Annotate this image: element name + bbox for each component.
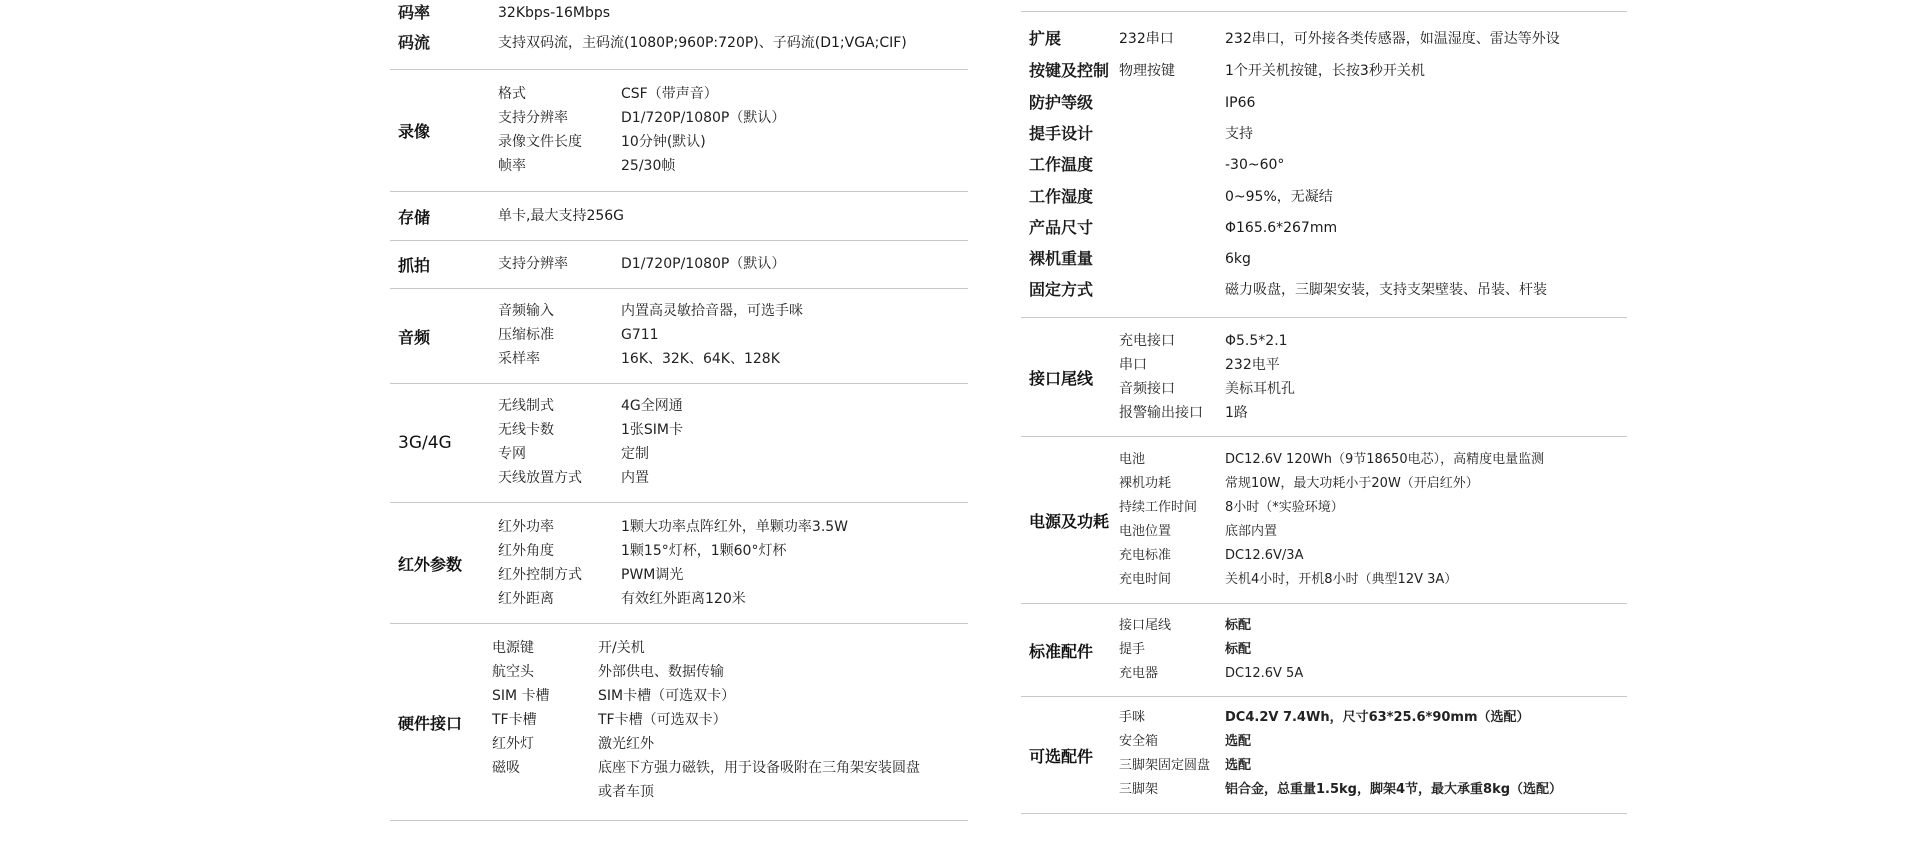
spec-value: 6kg [1225, 251, 1251, 267]
section-standard-accessories: 标准配件 接口尾线 标配 提手 标配 充电器 DC12.6V 5A [1021, 604, 1627, 697]
standard-title: 标准配件 [1029, 641, 1094, 661]
spec-title: 产品尺寸 [1029, 218, 1094, 237]
expand-value: 232串口，可外接各类传感器，如温湿度、雷达等外设 [1225, 31, 1560, 47]
spec-value: 支持 [1225, 126, 1253, 142]
network-title: 3G/4G [398, 433, 452, 453]
infrared-title: 红外参数 [398, 554, 463, 574]
buttons-title: 按键及控制 [1029, 61, 1110, 80]
spec-value: 0~95%，无凝结 [1225, 189, 1333, 205]
capture-title: 抓拍 [398, 256, 431, 275]
section-capture: 抓拍 支持分辨率 D1/720P/1080P（默认） [390, 241, 968, 289]
section-record: 录像 格式 CSF（带声音） 支持分辨率 D1/720P/1080P（默认） 录像文件长度 10分钟(默认) 帧率 25/30帧 [390, 70, 968, 192]
bitrate-title: 码率 [398, 3, 431, 22]
top-divider [1021, 11, 1627, 12]
spec-title: 工作温度 [1029, 155, 1094, 174]
storage-title: 存储 [398, 207, 431, 227]
buttons-value: 1个开关机按键，长按3秒开关机 [1225, 63, 1425, 79]
section-optional-accessories: 可选配件 手咪 DC4.2V 7.4Wh，尺寸63*25.6*90mm（选配） 安全箱 选配 三脚架固定圆盘 选配 三脚架 铝合金，总重量1.5kg，脚架4节，最大承重8kg（选配） [1021, 697, 1627, 814]
storage-value: 单卡,最大支持256G [498, 208, 625, 224]
right-spec-column [1021, 0, 1627, 814]
section-network: 3G/4G 无线制式 4G全网通 无线卡数 1张SIM卡 专网 定制 天线放置方式 内置 [390, 384, 968, 503]
expand-title: 扩展 [1029, 29, 1062, 48]
bitrate-value: 32Kbps-16Mbps [498, 5, 611, 21]
section-storage [390, 192, 968, 241]
cable-title: 接口尾线 [1029, 368, 1094, 388]
spec-title: 提手设计 [1029, 124, 1094, 143]
left-spec-column [390, 0, 968, 821]
section-hardware: 硬件接口 电源键 开/关机 航空头 外部供电、数据传输 SIM 卡槽 SIM卡槽（可选双卡） TF卡槽 TF卡槽（可选双卡） 红外灯 激光红外 磁吸 底座下方强力磁铁，用于设备吸附在三角架安装圆盘 或者车顶 [390, 624, 968, 821]
section-power: 电源及功耗 电池 DC12.6V 120Wh（9节18650电芯），高精度电量监测 裸机功耗 常规10W，最大功耗小于20W（开启红外） 持续工作时间 8小时（*实验环境） 电池位置 底部内置 充电标准 DC12.6V/3A 充电时间 关机4小时，开机8小时（典型12V 3A） [1021, 437, 1627, 604]
record-title: 录像 [398, 122, 431, 141]
optional-title: 可选配件 [1029, 746, 1094, 766]
section-infrared: 红外参数 红外功率 1颗大功率点阵红外，单颗功率3.5W 红外角度 1颗15°灯杯，1颗60°灯杯 红外控制方式 PWM调光 红外距离 有效红外距离120米 [390, 503, 968, 624]
section-bitrate-stream [390, 0, 968, 70]
spec-value: IP66 [1225, 95, 1256, 111]
spec-title: 防护等级 [1029, 93, 1094, 112]
spec-value: -30~60° [1225, 157, 1285, 173]
spec-value: 磁力吸盘，三脚架安装，支持支架壁装、吊装、杆装 [1225, 282, 1547, 298]
section-general-specs [1021, 0, 1627, 318]
audio-title: 音频 [398, 327, 431, 347]
power-title: 电源及功耗 [1029, 511, 1110, 531]
section-cable: 接口尾线 充电接口 Φ5.5*2.1 串口 232电平 音频接口 美标耳机孔 报警输出接口 1路 [1021, 318, 1627, 437]
stream-value: 支持双码流，主码流(1080P;960P:720P)、子码流(D1;VGA;CIF) [498, 35, 907, 51]
spec-title: 固定方式 [1029, 280, 1094, 299]
buttons-key: 物理按键 [1119, 63, 1175, 79]
spec-value: Φ165.6*267mm [1225, 220, 1338, 236]
section-audio: 音频 音频输入 内置高灵敏拾音器，可选手咪 压缩标准 G711 采样率 16K、32K、64K、128K [390, 289, 968, 384]
stream-title: 码流 [398, 33, 431, 52]
hardware-title: 硬件接口 [398, 713, 463, 733]
expand-key: 232串口 [1119, 31, 1174, 47]
spec-title: 裸机重量 [1029, 249, 1094, 268]
spec-title: 工作湿度 [1029, 187, 1094, 206]
